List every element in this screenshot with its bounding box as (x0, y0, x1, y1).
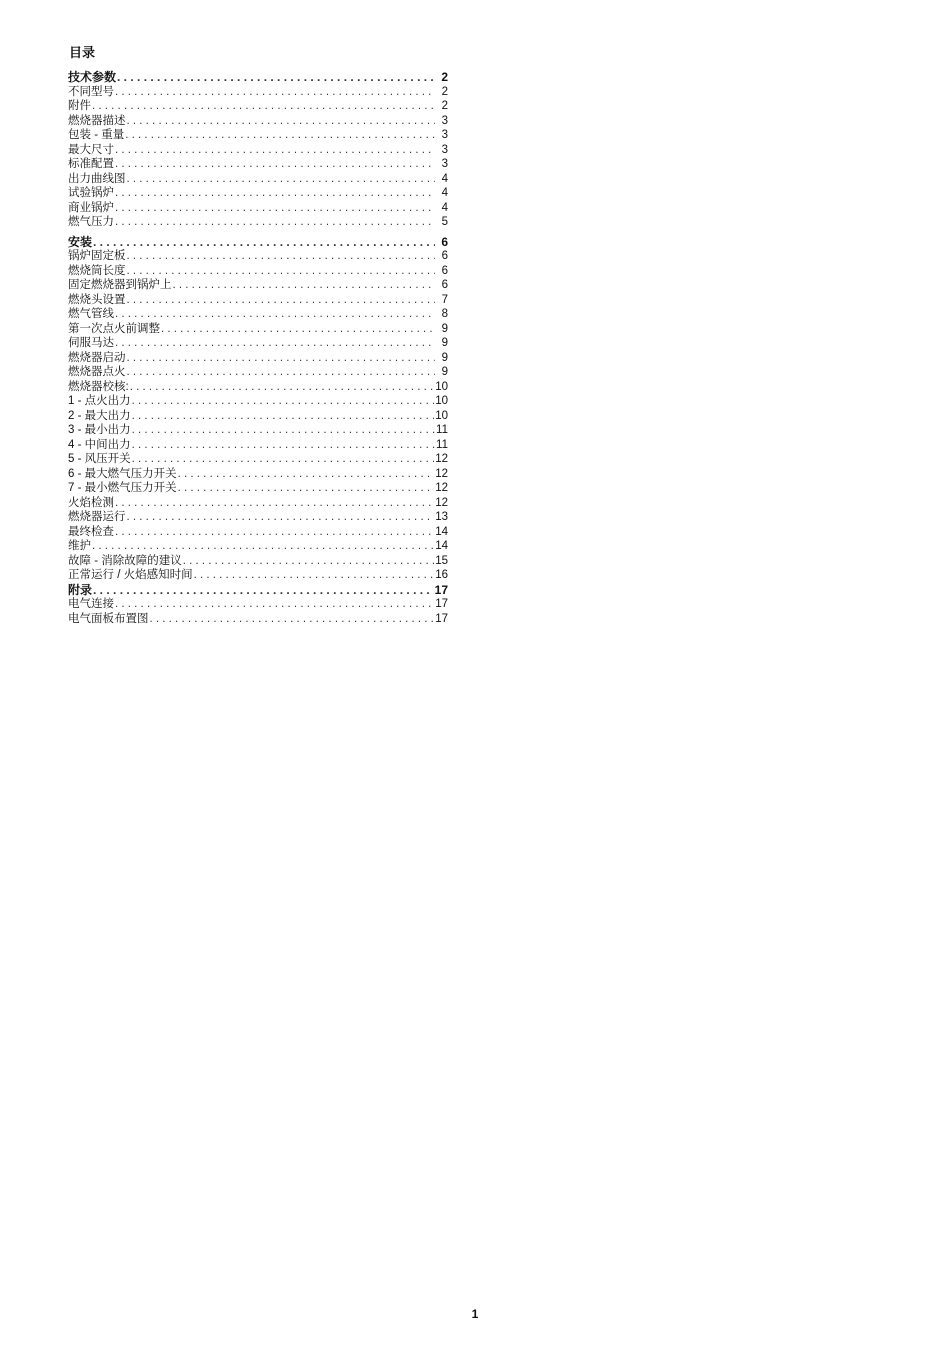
toc-entry[interactable] (68, 336, 448, 351)
dot-leader (93, 235, 435, 250)
toc-entry[interactable] (68, 322, 448, 337)
toc-entry-label: 燃烧器运行 (68, 511, 126, 523)
toc-entry-page: 6 (441, 250, 448, 262)
toc-entry[interactable] (68, 114, 448, 129)
dot-leader (178, 481, 435, 496)
toc-entry[interactable] (68, 496, 448, 511)
toc-entry-page: 11 (436, 438, 448, 451)
toc-entry-label: 电气连接 (68, 598, 114, 610)
toc-entry-label: 正常运行 / 火焰感知时间 (68, 569, 193, 581)
toc-entry-label: 7 - 最小燃气压力开关 (68, 482, 177, 494)
toc-entry-page: 9 (441, 366, 448, 378)
toc-entry-label: 不同型号 (68, 85, 114, 98)
toc-entry[interactable] (68, 278, 448, 293)
toc-entry-label: 维护 (68, 540, 91, 552)
toc-heading-entry[interactable] (68, 70, 448, 85)
toc-entry-page: 14 (435, 525, 448, 538)
toc-entry[interactable] (68, 554, 448, 569)
toc-entry-page: 9 (441, 322, 448, 335)
dot-leader (127, 351, 436, 366)
toc-entry-page: 10 (435, 395, 448, 407)
dot-leader (115, 201, 435, 216)
dot-leader (115, 157, 435, 172)
toc-entry-label: 固定燃烧器到锅炉上 (68, 279, 172, 291)
toc-entry[interactable] (68, 380, 448, 395)
toc-entry-page: 4 (441, 172, 448, 185)
toc-entry-page: 10 (435, 380, 448, 393)
dot-leader (92, 539, 434, 554)
toc-entry-page: 12 (435, 467, 448, 480)
toc-entry[interactable] (68, 423, 448, 438)
toc-entry-label: 燃烧器点火 (68, 366, 126, 378)
dot-leader (115, 307, 435, 322)
toc-entry-label: 标准配置 (68, 158, 114, 170)
toc-entry[interactable] (68, 452, 448, 467)
toc-entry-label: 第一次点火前调整 (68, 322, 160, 335)
toc-entry[interactable] (68, 215, 448, 230)
toc-entry-page: 5 (441, 216, 448, 228)
toc-title: 目录 (69, 45, 96, 60)
toc-entry-page: 12 (435, 482, 448, 494)
toc-entry-label: 商业锅炉 (68, 201, 114, 214)
toc-entry-label: 电气面板布置图 (68, 612, 149, 625)
toc-entry-page: 14 (435, 540, 448, 552)
toc-entry-page: 2 (441, 100, 448, 112)
toc-entry-page: 2 (441, 85, 448, 98)
toc-entry-page: 12 (435, 453, 448, 465)
toc-entry[interactable] (68, 157, 448, 172)
toc-entry-label: 最终检查 (68, 525, 114, 538)
toc-entry-page: 4 (441, 187, 448, 199)
toc-entry-label: 3 - 最小出力 (68, 424, 131, 436)
dot-leader (132, 394, 435, 409)
dot-leader (115, 85, 435, 100)
toc-entry-label: 出力曲线图 (68, 172, 126, 185)
dot-leader (150, 612, 435, 627)
toc-entry-label: 燃烧器描述 (68, 114, 126, 127)
dot-leader (127, 293, 436, 308)
toc-entry-label: 锅炉固定板 (68, 250, 126, 262)
dot-leader (115, 215, 435, 230)
toc-entry-page: 15 (435, 554, 448, 567)
dot-leader (127, 510, 435, 525)
toc-entry-page: 7 (441, 293, 448, 306)
toc-entry[interactable] (68, 365, 448, 380)
toc-entry-page: 4 (441, 201, 448, 214)
toc-entry[interactable] (68, 307, 448, 322)
dot-leader (127, 264, 436, 279)
toc-entry-page: 17 (435, 612, 448, 625)
toc-entry[interactable] (68, 351, 448, 366)
toc-entry-page: 17 (434, 582, 448, 597)
dot-leader (115, 143, 435, 158)
toc-entry-label: 附录 (68, 582, 93, 597)
toc-entry-page: 16 (435, 569, 448, 581)
toc-entry-label: 最大尺寸 (68, 143, 114, 156)
dot-leader (115, 336, 435, 351)
toc-entry-label: 附件 (68, 100, 91, 112)
toc-entry-page: 3 (441, 158, 448, 170)
toc-entry-page: 8 (441, 308, 448, 320)
toc-entry[interactable] (68, 525, 448, 540)
dot-leader (161, 322, 435, 337)
toc-entry[interactable] (68, 264, 448, 279)
dot-leader (125, 128, 435, 143)
dot-leader (132, 423, 435, 438)
toc-entry-page: 11 (436, 424, 448, 436)
toc-entry-page: 3 (441, 129, 448, 141)
dot-leader (130, 380, 435, 395)
dot-leader (127, 114, 436, 129)
toc-entry-page: 3 (441, 143, 448, 156)
dot-leader (117, 70, 435, 85)
toc-entry-label: 安装 (68, 234, 93, 249)
toc-entry-page: 13 (435, 511, 448, 523)
toc-entry[interactable] (68, 201, 448, 216)
toc-entry-label: 燃烧器校核: (68, 380, 129, 393)
toc-entry[interactable] (68, 249, 448, 264)
toc-entry-label: 火焰检测 (68, 496, 114, 509)
toc-entry-label: 燃烧器启动 (68, 351, 126, 364)
dot-leader (92, 99, 435, 114)
toc-entry-page: 6 (441, 234, 448, 249)
toc-section (68, 235, 448, 627)
toc-entry-label: 1 - 点火出力 (68, 395, 131, 407)
dot-leader (173, 278, 436, 293)
toc-entry[interactable] (68, 128, 448, 143)
toc-entry-page: 3 (441, 114, 448, 127)
dot-leader (115, 186, 435, 201)
toc-entry-page: 2 (441, 70, 448, 84)
table-of-contents (68, 70, 448, 626)
toc-entry-label: 燃气管线 (68, 308, 114, 320)
toc-entry-label: 4 - 中间出力 (68, 438, 131, 451)
dot-leader (115, 525, 434, 540)
dot-leader (194, 568, 435, 583)
toc-entry[interactable] (68, 510, 448, 525)
dot-leader (127, 249, 436, 264)
toc-entry[interactable] (68, 467, 448, 482)
toc-entry[interactable] (68, 539, 448, 554)
toc-entry-page: 6 (441, 279, 448, 291)
dot-leader (132, 409, 435, 424)
toc-heading-entry[interactable] (68, 235, 448, 250)
toc-entry[interactable] (68, 597, 448, 612)
toc-section (68, 70, 448, 230)
toc-entry[interactable] (68, 612, 448, 627)
toc-entry-label: 伺服马达 (68, 337, 114, 349)
toc-entry[interactable] (68, 85, 448, 100)
toc-entry-label: 故障 - 消除故障的建议 (68, 554, 182, 567)
dot-leader (115, 597, 434, 612)
toc-entry[interactable] (68, 99, 448, 114)
dot-leader (178, 467, 435, 482)
toc-heading-entry[interactable] (68, 583, 448, 598)
toc-entry-label: 5 - 风压开关 (68, 453, 131, 465)
dot-leader (132, 452, 435, 467)
toc-entry-page: 9 (441, 351, 448, 364)
page-number: 1 (471, 1307, 479, 1321)
toc-entry-label: 试验锅炉 (68, 187, 114, 199)
toc-entry-page: 12 (435, 496, 448, 509)
dot-leader (132, 438, 435, 453)
toc-entry-label: 燃烧头设置 (68, 293, 126, 306)
toc-entry[interactable] (68, 481, 448, 496)
toc-entry[interactable] (68, 409, 448, 424)
toc-entry[interactable] (68, 438, 448, 453)
toc-entry[interactable] (68, 568, 448, 583)
toc-entry-label: 燃气压力 (68, 216, 114, 228)
toc-entry-page: 10 (435, 409, 448, 422)
toc-entry-page: 9 (441, 337, 448, 349)
toc-entry[interactable] (68, 293, 448, 308)
toc-entry[interactable] (68, 394, 448, 409)
toc-entry-label: 2 - 最大出力 (68, 409, 131, 422)
toc-entry-label: 包装 - 重量 (68, 129, 125, 141)
toc-entry-page: 6 (441, 264, 448, 277)
dot-leader (183, 554, 434, 569)
toc-entry[interactable] (68, 172, 448, 187)
toc-entry-page: 17 (435, 598, 448, 610)
toc-entry-label: 6 - 最大燃气压力开关 (68, 467, 177, 480)
toc-entry-label: 燃烧筒长度 (68, 264, 126, 277)
toc-entry[interactable] (68, 186, 448, 201)
toc-entry[interactable] (68, 143, 448, 158)
dot-leader (93, 583, 434, 598)
toc-entry-label: 技术参数 (68, 70, 117, 84)
dot-leader (115, 496, 434, 511)
dot-leader (127, 365, 436, 380)
dot-leader (127, 172, 436, 187)
